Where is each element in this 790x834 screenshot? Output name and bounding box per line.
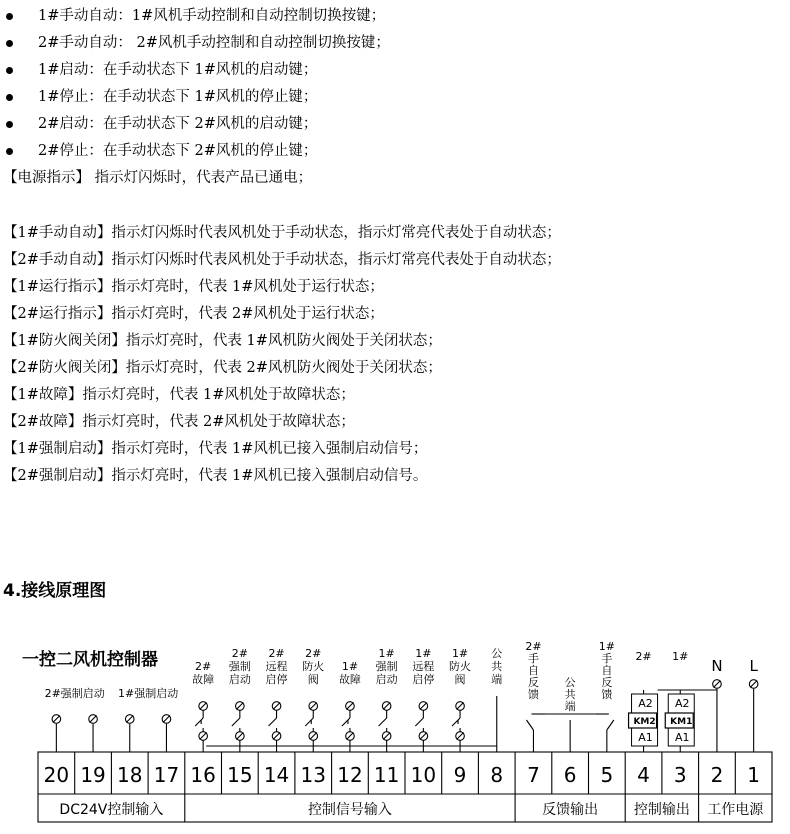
- feedback-label: 反: [527, 676, 539, 689]
- feedback-label: 2#: [525, 640, 542, 653]
- signal-label: 阀: [454, 673, 466, 686]
- terminal-number: 7: [527, 763, 540, 787]
- switch-contact: [269, 718, 277, 726]
- signal-label: 1#: [378, 647, 395, 660]
- feedback-label: 共: [564, 688, 576, 701]
- signal-label: 防火: [302, 660, 325, 673]
- power-label: L: [749, 657, 758, 675]
- switch-contact: [232, 718, 240, 726]
- diagram-title: 一控二风机控制器: [22, 650, 158, 670]
- terminal-number: 9: [453, 763, 467, 787]
- bullet-item: 2#启动：在手动状态下 2#风机的启动键；: [38, 116, 318, 132]
- signal-label: 2#: [195, 660, 212, 673]
- signal-label: 1#: [451, 647, 469, 660]
- signal-label: 启动: [375, 673, 398, 686]
- feedback-label: 自: [601, 664, 613, 677]
- terminal-number: 1: [747, 763, 761, 787]
- terminal-number: 19: [80, 763, 106, 787]
- feedback-label: 自: [527, 664, 539, 677]
- indicator-line: 【2#强制启动】指示灯亮时，代表 1#风机已接入强制启动信号。: [3, 468, 428, 484]
- group-label: 控制信号输入: [307, 802, 392, 818]
- terminal-number: 18: [117, 763, 143, 787]
- signal-label: 强制: [375, 660, 398, 673]
- terminal-number: 6: [563, 763, 577, 787]
- bullet-dot: [6, 94, 13, 101]
- indicator-line: 【1#防火阀关闭】指示灯亮时，代表 1#风机防火阀处于关闭状态；: [3, 333, 442, 349]
- wiring-diagram: [0, 634, 790, 834]
- indicator-line: 【1#强制启动】指示灯亮时，代表 1#风机已接入强制启动信号；: [3, 441, 428, 457]
- terminal-number: 4: [637, 763, 650, 787]
- bullet-item: 1#停止：在手动状态下 1#风机的停止键；: [38, 89, 318, 105]
- terminal-number: 5: [600, 763, 614, 787]
- group-label: DC24V控制输入: [59, 802, 164, 818]
- indicator-line: 【1#运行指示】指示灯亮时，代表 1#风机处于运行状态；: [3, 279, 384, 295]
- signal-label: 端: [491, 673, 503, 686]
- signal-label: 故障: [192, 673, 215, 686]
- group-label: 控制输出: [633, 802, 690, 818]
- signal-label: 防火: [449, 660, 472, 673]
- power-indicator-line: 【电源指示】 指示灯闪烁时，代表产品已通电；: [3, 170, 313, 186]
- terminal-number: 3: [673, 763, 687, 787]
- feedback-label: 端: [564, 700, 576, 713]
- signal-label: 强制: [228, 660, 251, 673]
- relay-contact: [526, 720, 533, 730]
- feedback-label: 1#: [598, 640, 615, 653]
- terminal-number: 10: [410, 763, 437, 787]
- signal-label: 启动: [228, 673, 251, 686]
- terminal-number: 12: [337, 763, 363, 787]
- terminal-number: 13: [300, 763, 326, 787]
- bullet-dot: [6, 67, 13, 74]
- bullet-dot: [6, 121, 13, 128]
- indicator-line: 【2#手动自动】指示灯闪烁时代表风机处于手动状态，指示灯常亮代表处于自动状态；: [3, 252, 561, 268]
- signal-label: 公: [491, 647, 503, 660]
- signal-label: 2#: [231, 647, 248, 660]
- contactor-label: KM2: [633, 717, 656, 727]
- switch-contact: [195, 718, 203, 726]
- terminal-number: 14: [263, 763, 290, 787]
- signal-label: 启停: [265, 673, 288, 686]
- indicator-line: 【1#手动自动】指示灯闪烁时代表风机处于手动状态，指示灯常亮代表处于自动状态；: [3, 225, 561, 241]
- bullet-dot: [6, 40, 13, 47]
- switch-contact: [379, 718, 387, 726]
- feedback-label: 馈: [527, 688, 539, 701]
- terminal-number: 11: [373, 763, 400, 787]
- dc-label: 1#强制启动: [117, 687, 179, 700]
- power-label: N: [711, 657, 723, 675]
- ctrl-label: 1#: [672, 650, 689, 663]
- indicator-line: 【1#故障】指示灯亮时，代表 1#风机处于故障状态；: [3, 387, 355, 403]
- terminal-number: 16: [190, 763, 216, 787]
- signal-label: 远程: [412, 660, 435, 673]
- switch-contact: [452, 718, 460, 726]
- feedback-label: 公: [564, 676, 576, 689]
- signal-label: 2#: [305, 647, 322, 660]
- terminal-number: 17: [153, 763, 180, 787]
- section-heading: 4.接线原理图: [3, 581, 107, 601]
- feedback-label: 手: [527, 652, 539, 665]
- contactor-pin: A1: [674, 731, 690, 744]
- feedback-label: 反: [601, 676, 613, 689]
- group-label: 工作电源: [707, 802, 764, 818]
- bullet-item: 2#手动自动： 2#风机手动控制和自动控制切换按键；: [38, 35, 390, 51]
- signal-label: 启停: [412, 673, 435, 686]
- bullet-dot: [6, 13, 13, 20]
- signal-label: 2#: [268, 647, 285, 660]
- signal-label: 阀: [307, 673, 319, 686]
- contactor-pin: A1: [638, 731, 653, 744]
- indicator-line: 【2#运行指示】指示灯亮时，代表 2#风机处于运行状态；: [3, 306, 384, 322]
- signal-label: 故障: [338, 673, 361, 686]
- group-label: 反馈输出: [542, 802, 599, 818]
- signal-label: 共: [491, 660, 503, 673]
- feedback-label: 馈: [601, 688, 613, 701]
- bullet-item: 2#停止：在手动状态下 2#风机的停止键；: [38, 143, 318, 159]
- terminal-number: 20: [43, 763, 70, 787]
- terminal-number: 8: [490, 763, 504, 787]
- relay-contact: [607, 720, 614, 730]
- ctrl-label: 2#: [635, 650, 652, 663]
- indicator-line: 【2#防火阀关闭】指示灯亮时，代表 2#风机防火阀处于关闭状态；: [3, 360, 442, 376]
- signal-label: 1#: [341, 660, 359, 673]
- feedback-label: 手: [601, 652, 613, 665]
- switch-contact: [305, 718, 313, 726]
- terminal-number: 2: [710, 763, 724, 787]
- contactor-pin: A2: [638, 697, 653, 710]
- switch-contact: [415, 718, 423, 726]
- bullet-dot: [6, 148, 13, 155]
- contactor-label: KM1: [670, 717, 693, 727]
- signal-label: 远程: [265, 660, 288, 673]
- signal-label: 1#: [415, 647, 432, 660]
- dc-label: 2#强制启动: [44, 687, 105, 700]
- switch-contact: [342, 718, 350, 726]
- bullet-item: 1#手动自动：1#风机手动控制和自动控制切换按键；: [38, 8, 386, 24]
- indicator-line: 【2#故障】指示灯亮时，代表 2#风机处于故障状态；: [3, 414, 355, 430]
- terminal-number: 15: [227, 763, 253, 787]
- contactor-pin: A2: [674, 697, 690, 710]
- bullet-item: 1#启动：在手动状态下 1#风机的启动键；: [38, 62, 318, 78]
